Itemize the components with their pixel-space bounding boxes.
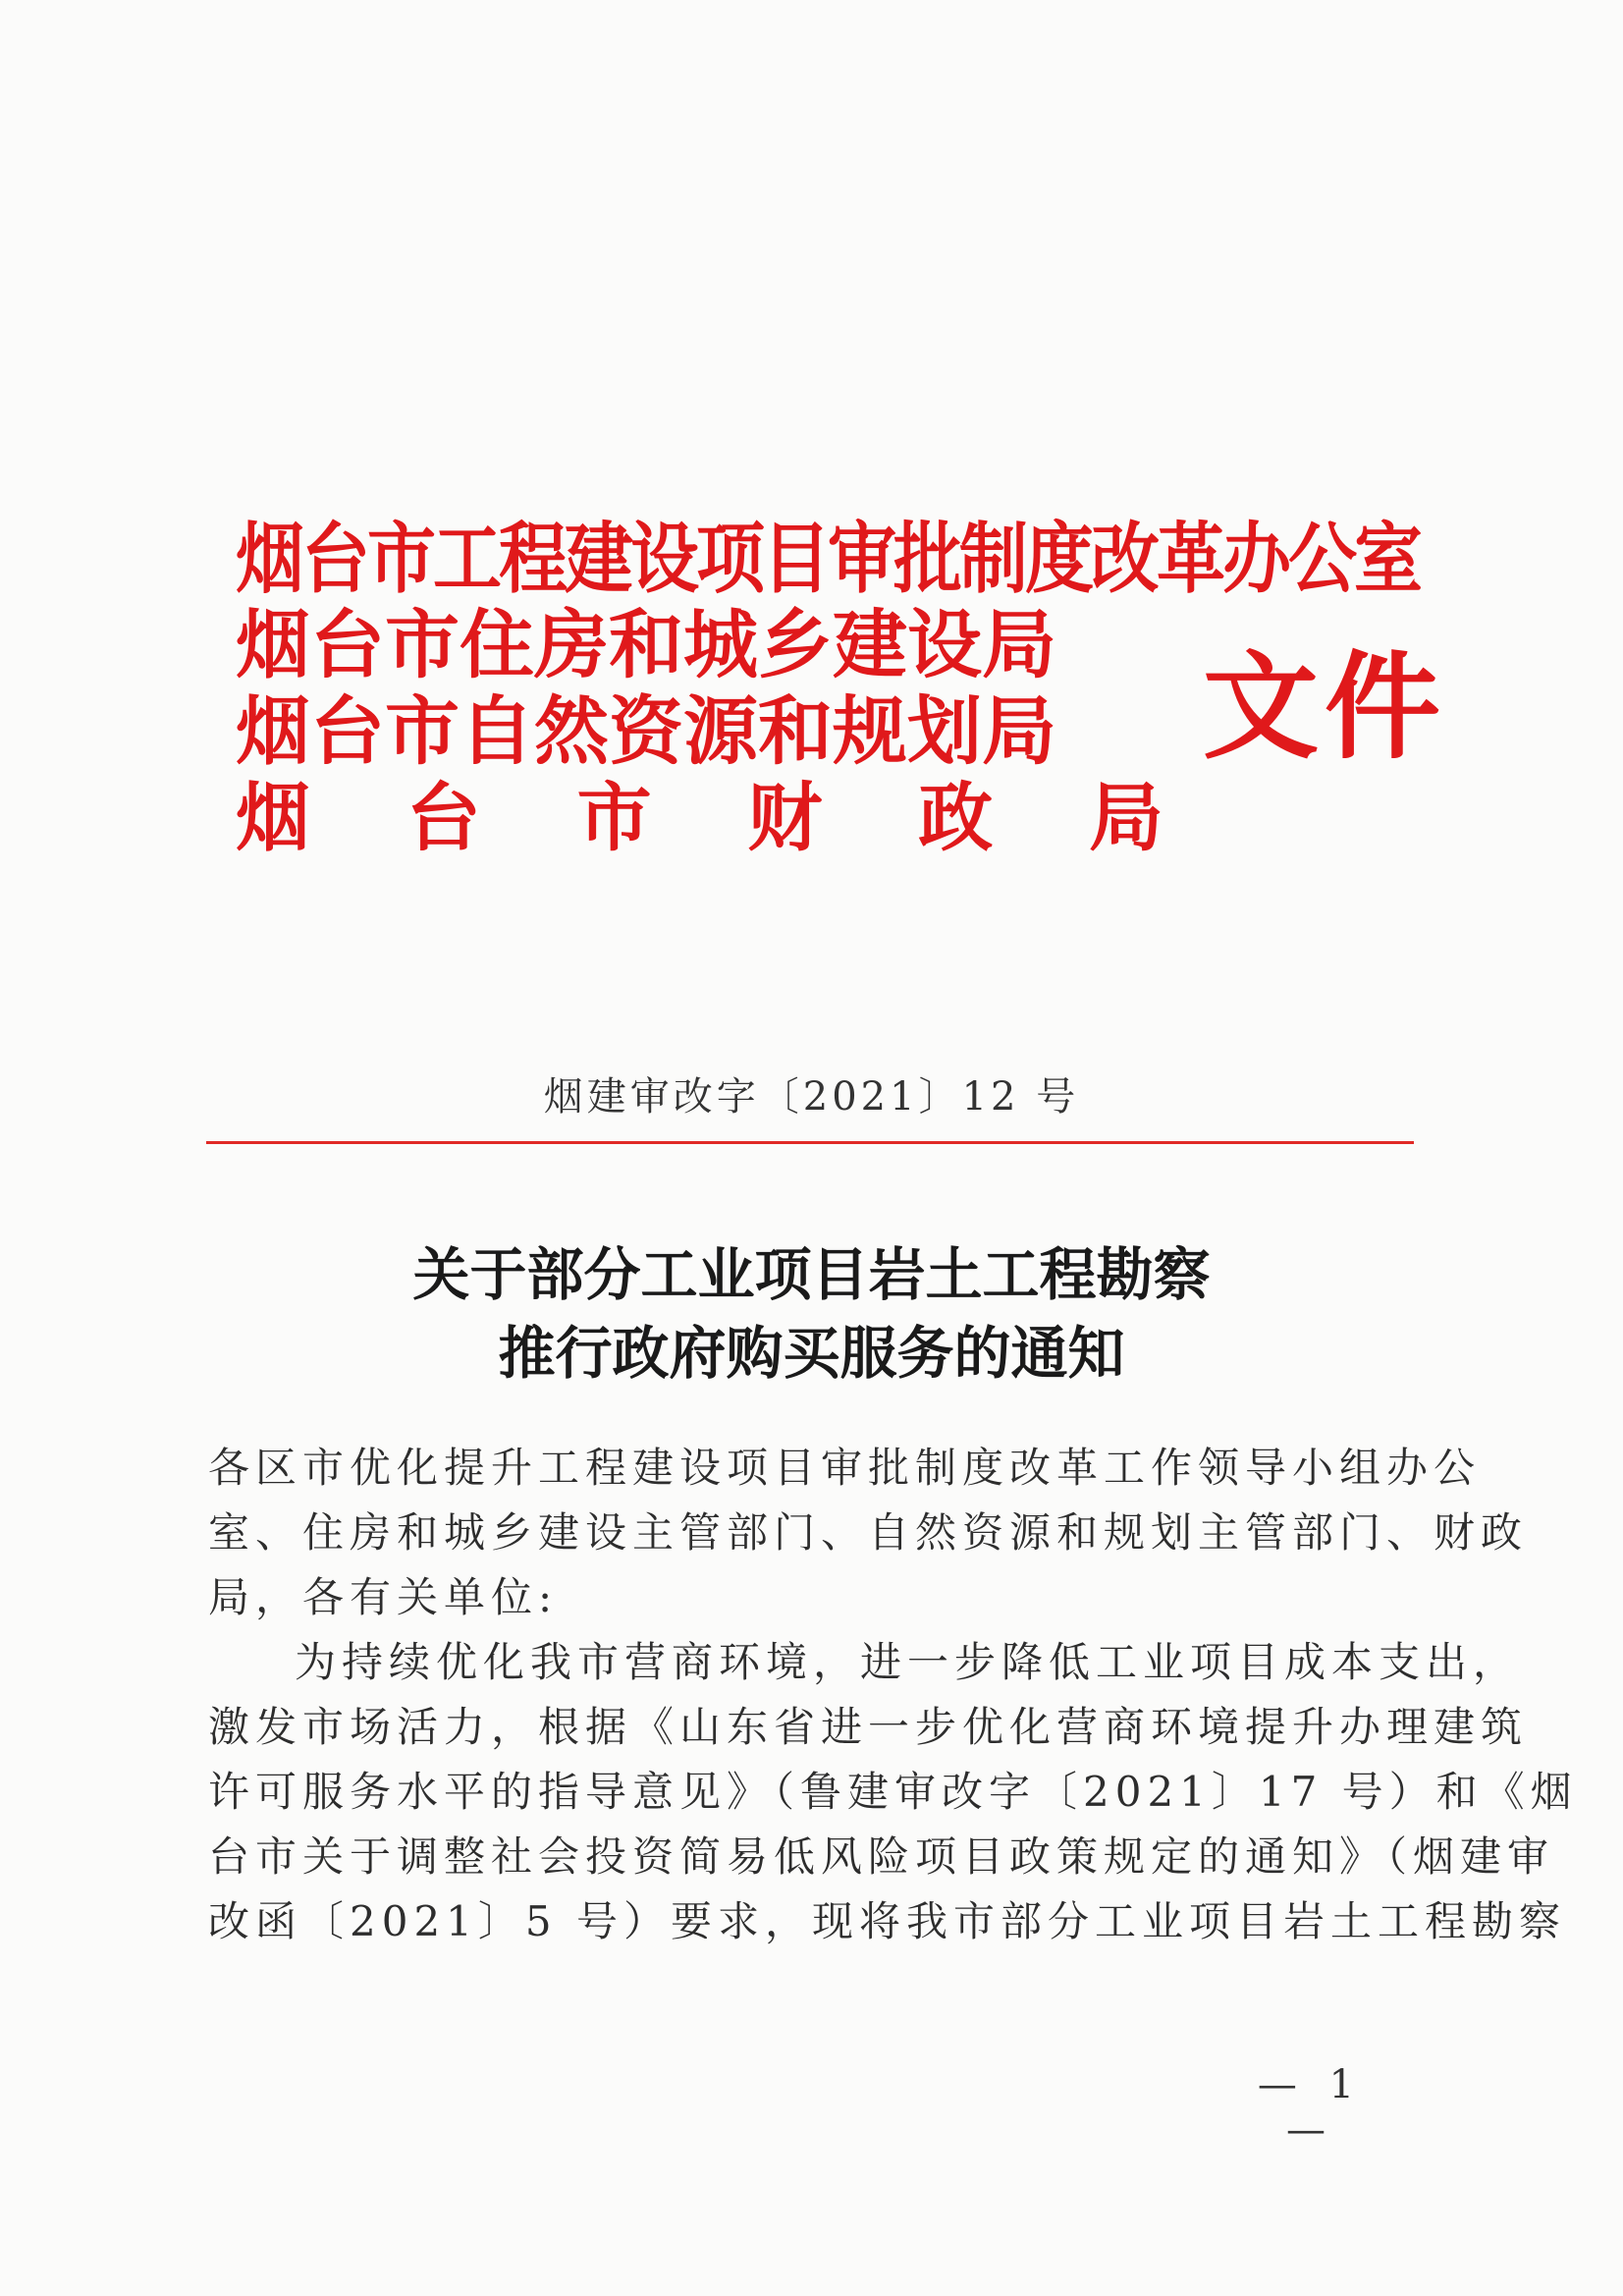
body-line: 室、住房和城乡建设主管部门、自然资源和规划主管部门、财政: [208, 1508, 1529, 1557]
finance-char: 政: [918, 774, 994, 861]
red-masthead: [236, 514, 1447, 889]
title-line-1: 关于部分工业项目岩土工程勘察: [412, 1241, 1211, 1308]
issuer-planning-bureau: 烟台市自然资源和规划局: [236, 687, 1056, 775]
document-number: 烟建审改字〔2021〕12 号: [543, 1074, 1080, 1120]
body-line: 局，各有关单位:: [208, 1573, 559, 1621]
title-line-2: 推行政府购买服务的通知: [498, 1320, 1125, 1387]
finance-char: 台: [406, 774, 481, 861]
body-line: 激发市场活力，根据《山东省进一步优化营商环境提升办理建筑: [208, 1703, 1529, 1751]
finance-char: 局: [1088, 774, 1163, 861]
body-line: 台市关于调整社会投资简易低风险项目政策规定的通知》（烟建审: [208, 1832, 1555, 1881]
document-body: [208, 1436, 1578, 1954]
page-number: — 1 —: [1257, 2062, 1365, 2153]
issuer-finance-bureau: [236, 775, 1163, 861]
issuer-reform-office: 烟台市工程建设项目审批制度改革办公室: [236, 514, 1420, 604]
body-line: 改函〔2021〕5 号）要求，现将我市部分工业项目岩土工程勘察: [208, 1897, 1566, 1945]
issuer-housing-bureau: 烟台市住房和城乡建设局: [236, 601, 1056, 688]
red-divider-line: [206, 1141, 1414, 1144]
finance-char: 财: [747, 774, 823, 861]
finance-char: 烟: [236, 774, 310, 861]
document-title: [0, 1235, 1623, 1393]
document-suffix: 文件: [1203, 639, 1447, 775]
finance-char: 市: [576, 774, 652, 861]
body-line: 许可服务水平的指导意见》（鲁建审改字〔2021〕17 号）和《烟: [208, 1768, 1578, 1816]
body-line: 为持续优化我市营商环境，进一步降低工业项目成本支出，: [295, 1638, 1521, 1686]
body-line: 各区市优化提升工程建设项目审批制度改革工作领导小组办公: [208, 1444, 1482, 1492]
